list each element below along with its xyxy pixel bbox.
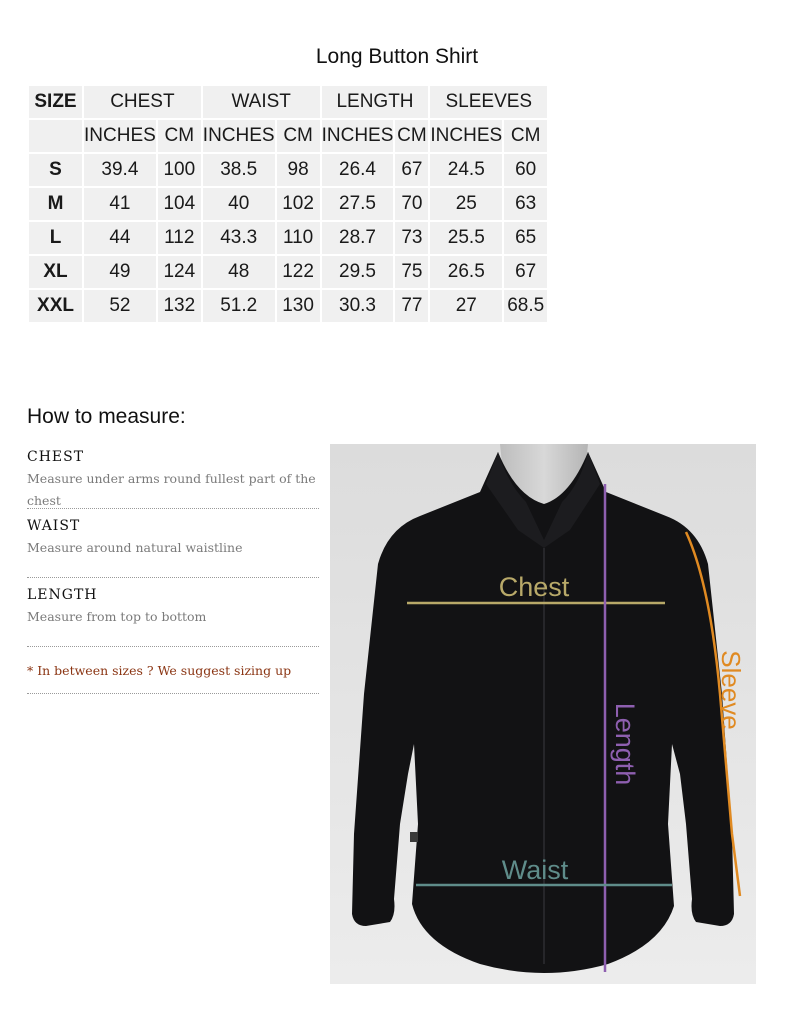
unit-header: CM bbox=[395, 120, 428, 152]
table-cell: 70 bbox=[395, 188, 428, 220]
table-cell: 49 bbox=[84, 256, 156, 288]
table-row bbox=[29, 154, 547, 186]
table-cell: 38.5 bbox=[203, 154, 275, 186]
table-cell: 41 bbox=[84, 188, 156, 220]
shirt-measurement-diagram bbox=[330, 444, 756, 984]
table-cell: 43.3 bbox=[203, 222, 275, 254]
size-cell: XL bbox=[29, 256, 82, 288]
unit-header: CM bbox=[277, 120, 320, 152]
sleeve-label: Sleeve bbox=[716, 650, 746, 730]
table-cell: 124 bbox=[158, 256, 201, 288]
measure-name: CHEST bbox=[27, 449, 85, 465]
table-row bbox=[29, 256, 547, 288]
table-cell: 102 bbox=[277, 188, 320, 220]
table-cell: 39.4 bbox=[84, 154, 156, 186]
table-cell: 65 bbox=[504, 222, 547, 254]
table-cell: 52 bbox=[84, 290, 156, 322]
how-to-measure-heading: How to measure: bbox=[27, 405, 186, 428]
table-cell: 26.5 bbox=[430, 256, 502, 288]
measure-description: Measure from top to bottom bbox=[27, 609, 207, 624]
measure-description: Measure under arms round fullest part of the chest bbox=[27, 471, 316, 508]
shirt-diagram-svg bbox=[330, 444, 756, 984]
table-cell: 75 bbox=[395, 256, 428, 288]
table-cell: 98 bbox=[277, 154, 320, 186]
size-cell: M bbox=[29, 188, 82, 220]
shirt-tag bbox=[410, 832, 418, 842]
measure-description: Measure around natural waistline bbox=[27, 540, 243, 555]
table-cell: 130 bbox=[277, 290, 320, 322]
table-cell: 110 bbox=[277, 222, 320, 254]
size-table bbox=[27, 84, 549, 324]
table-row bbox=[29, 188, 547, 220]
table-cell: 104 bbox=[158, 188, 201, 220]
group-header-length: LENGTH bbox=[322, 86, 429, 118]
size-cell: L bbox=[29, 222, 82, 254]
size-cell: XXL bbox=[29, 290, 82, 322]
size-column-header: SIZE bbox=[29, 86, 82, 118]
group-header-sleeves: SLEEVES bbox=[430, 86, 547, 118]
unit-header: CM bbox=[504, 120, 547, 152]
group-header-waist: WAIST bbox=[203, 86, 320, 118]
unit-header: INCHES bbox=[430, 120, 502, 152]
table-cell: 77 bbox=[395, 290, 428, 322]
table-cell: 27.5 bbox=[322, 188, 394, 220]
table-cell: 60 bbox=[504, 154, 547, 186]
unit-header: INCHES bbox=[84, 120, 156, 152]
measure-name: LENGTH bbox=[27, 587, 98, 603]
measure-name: WAIST bbox=[27, 518, 81, 534]
table-group-header-row bbox=[29, 86, 547, 118]
table-cell: 73 bbox=[395, 222, 428, 254]
table-cell: 100 bbox=[158, 154, 201, 186]
table-cell: 122 bbox=[277, 256, 320, 288]
empty-header-cell bbox=[29, 120, 82, 152]
table-cell: 30.3 bbox=[322, 290, 394, 322]
table-cell: 112 bbox=[158, 222, 201, 254]
table-cell: 27 bbox=[430, 290, 502, 322]
table-cell: 25 bbox=[430, 188, 502, 220]
table-unit-header-row bbox=[29, 120, 547, 152]
table-cell: 67 bbox=[395, 154, 428, 186]
length-label: Length bbox=[610, 702, 640, 786]
table-cell: 29.5 bbox=[322, 256, 394, 288]
table-cell: 132 bbox=[158, 290, 201, 322]
measure-item-waist bbox=[27, 515, 319, 578]
group-header-chest: CHEST bbox=[84, 86, 201, 118]
chart-title: Long Button Shirt bbox=[315, 45, 479, 68]
size-cell: S bbox=[29, 154, 82, 186]
measure-item-length bbox=[27, 584, 319, 647]
table-row bbox=[29, 290, 547, 322]
waist-label: Waist bbox=[501, 855, 569, 885]
unit-header: INCHES bbox=[322, 120, 394, 152]
measure-instructions bbox=[27, 440, 319, 694]
table-cell: 51.2 bbox=[203, 290, 275, 322]
table-cell: 28.7 bbox=[322, 222, 394, 254]
table-cell: 63 bbox=[504, 188, 547, 220]
sizing-note: * In between sizes ? We suggest sizing up bbox=[27, 653, 319, 694]
table-cell: 25.5 bbox=[430, 222, 502, 254]
table-row bbox=[29, 222, 547, 254]
measure-item-chest bbox=[27, 446, 319, 509]
unit-header: INCHES bbox=[203, 120, 275, 152]
table-cell: 67 bbox=[504, 256, 547, 288]
table-cell: 24.5 bbox=[430, 154, 502, 186]
unit-header: CM bbox=[158, 120, 201, 152]
chest-label: Chest bbox=[498, 572, 570, 602]
table-cell: 40 bbox=[203, 188, 275, 220]
table-cell: 26.4 bbox=[322, 154, 394, 186]
table-cell: 48 bbox=[203, 256, 275, 288]
table-cell: 68.5 bbox=[504, 290, 547, 322]
table-cell: 44 bbox=[84, 222, 156, 254]
